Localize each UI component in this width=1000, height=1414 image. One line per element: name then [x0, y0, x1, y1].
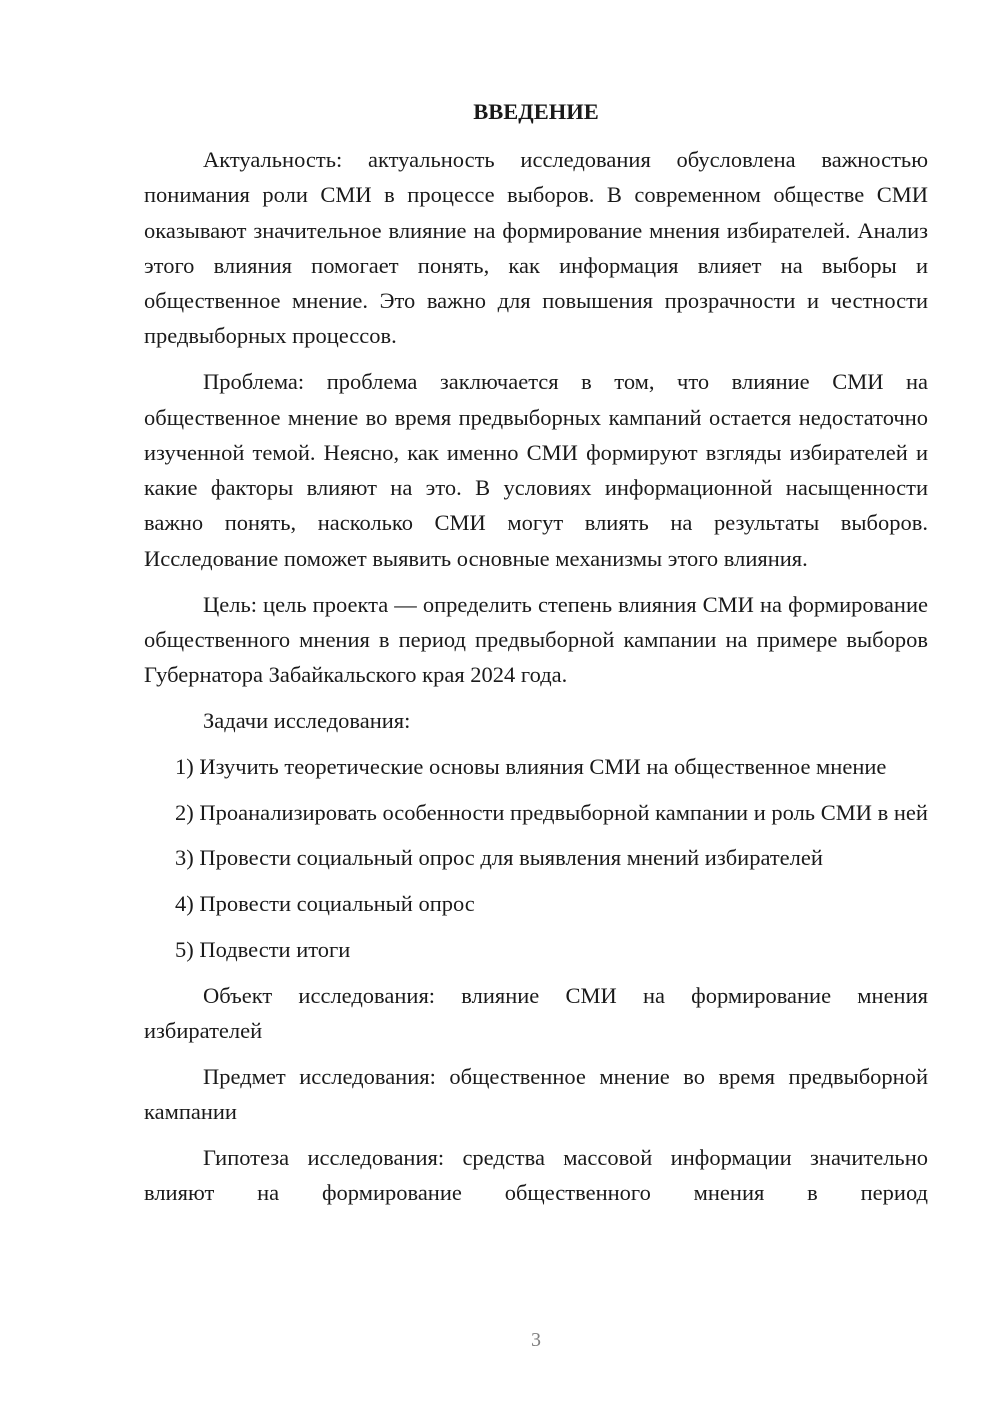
research-subject-paragraph: Предмет исследования: общественное мнение во время предвыборной кампании [144, 1063, 928, 1125]
task-item-5: 5) Подвести итоги [175, 936, 351, 962]
page-number: 3 [531, 1329, 541, 1351]
research-hypothesis-paragraph: Гипотеза исследования: средства массовой информации значительно влияют на формирование общественного мнения в период [144, 1144, 928, 1206]
section-title: ВВЕДЕНИЕ [473, 99, 599, 124]
goal-paragraph: Цель: цель проекта — определить степень влияния СМИ на формирование общественного мнения в период предвыборной кампании на примере выборов Губернатора Забайкальского края 2024 года. [144, 591, 928, 688]
relevance-paragraph: Актуальность: актуальность исследования обусловлена важностью понимания роли СМИ в процессе выборов. В современном обществе СМИ оказывают значительное влияние на формирование мнения избирателей. Анализ этого влияния помогает понять, как информация влияет на выборы и общественное мнение. Это важно для повышения прозрачности и честности предвыборных процессов. [144, 147, 928, 349]
task-item-3: 3) Провести социальный опрос для выявления мнений избирателей [175, 845, 823, 871]
task-item-1: 1) Изучить теоретические основы влияния СМИ на общественное мнение [175, 753, 887, 779]
document-body [144, 94, 928, 1221]
research-object-paragraph: Объект исследования: влияние СМИ на формирование мнения избирателей [144, 982, 928, 1044]
problem-paragraph: Проблема: проблема заключается в том, что влияние СМИ на общественное мнение во время предвыборных кампаний остается недостаточно изученной темой. Неясно, как именно СМИ формируют взгляды избирателей и какие факторы влияют на это. В условиях информационной насыщенности важно понять, насколько СМИ могут влиять на результаты выборов. Исследование поможет выявить основные механизмы этого влияния. [144, 369, 928, 571]
task-item-2: 2) Проанализировать особенности предвыборной кампании и роль СМИ в ней [175, 799, 928, 825]
tasks-heading: Задачи исследования: [203, 707, 411, 733]
task-item-4: 4) Провести социальный опрос [175, 891, 475, 917]
